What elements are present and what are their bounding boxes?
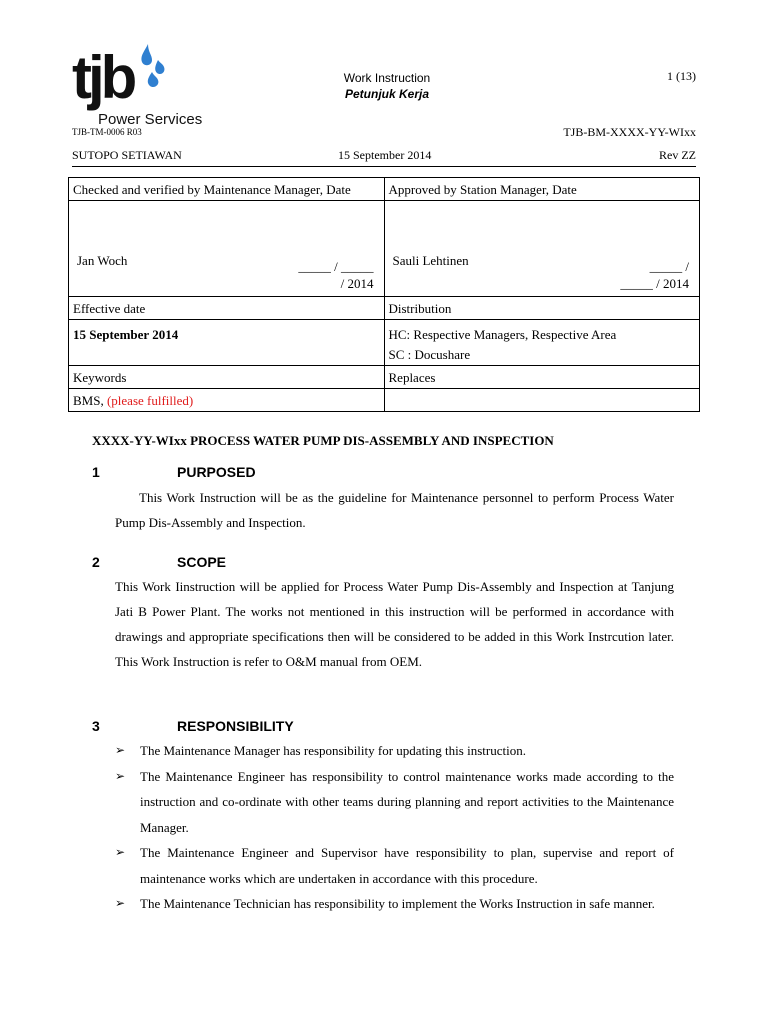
checker-signature-line: _____ / _____ xyxy=(298,259,374,274)
section-heading: PURPOSED xyxy=(177,464,256,480)
distribution-label: Distribution xyxy=(384,297,700,320)
table-row xyxy=(69,366,700,389)
table-row xyxy=(69,389,700,412)
list-item: ➢ The Maintenance Technician has responsibility to implement the Works Instruction in safe manner. xyxy=(115,891,674,917)
checker-signature-year: / 2014 xyxy=(340,276,374,291)
replaces-label: Replaces xyxy=(384,366,700,389)
logo-subtitle: Power Services xyxy=(98,111,203,128)
effective-date-label: Effective date xyxy=(69,297,385,320)
distribution-hc: HC: Respective Managers, Respective Area xyxy=(388,327,617,342)
document-number: TJB-BM-XXXX-YY-WIxx xyxy=(563,125,696,139)
section-heading: SCOPE xyxy=(177,554,227,570)
section-2-text: This Work Iinstruction will be applied for Process Water Pump Dis-Assembly and Inspection at Tanjung Jati B Power Plant. The works not mentioned in this instruction will be performed in accordance with drawings and appropriate specifications then will be considered to be added in this Work Instrcution later. This Work Instruction is refer to O&M manual from OEM. xyxy=(115,579,674,669)
distribution-value xyxy=(384,320,700,366)
section-number: 3 xyxy=(92,718,100,734)
document-type: Work Instruction xyxy=(343,71,431,85)
responsibility-list xyxy=(115,738,674,917)
list-item: ➢ The Maintenance Engineer has responsibility to control maintenance works made according to the instruction and co-ordinate with other teams during planning and report activities to the Maintenance Manager. xyxy=(115,764,674,841)
header-title-block xyxy=(300,70,474,102)
section-number: 2 xyxy=(92,554,100,570)
approver-signature-cell xyxy=(384,201,700,297)
logo-water-drops-icon xyxy=(134,42,174,92)
section-3-heading xyxy=(92,718,392,736)
approver-signature-line: _____ / xyxy=(649,259,689,274)
checker-name: Jan Woch xyxy=(77,253,128,268)
list-item: ➢ The Maintenance Engineer and Supervisor have responsibility to plan, supervise and report of maintenance works which are undertaken in accordance with this procedure. xyxy=(115,840,674,891)
approver-signature-year: _____ / 2014 xyxy=(620,276,689,291)
revision-label: Rev ZZ xyxy=(659,148,696,162)
section-1-heading xyxy=(92,464,392,482)
section-number: 1 xyxy=(92,464,100,480)
section-1-text: This Work Instruction will be as the guideline for Maintenance personnel to perform Process Water Pump Dis-Assembly and Inspection. xyxy=(115,490,674,530)
table-row xyxy=(69,320,700,366)
keywords-value: BMS, (please fulfilled) xyxy=(69,389,385,412)
document-date: 15 September 2014 xyxy=(338,148,432,162)
page-number: 1 (13) xyxy=(667,69,696,83)
list-item: ➢ The Maintenance Manager has responsibility for updating this instruction. xyxy=(115,738,674,764)
approved-by-header: Approved by Station Manager, Date xyxy=(384,178,700,201)
logo-letters: tjb xyxy=(72,44,134,111)
table-row xyxy=(69,178,700,201)
company-logo xyxy=(72,42,222,134)
form-code: TJB-TM-0006 R03 xyxy=(72,127,142,137)
arrow-bullet-icon: ➢ xyxy=(115,768,126,783)
header-meta-row xyxy=(72,148,696,167)
document-title: XXXX-YY-WIxx PROCESS WATER PUMP DIS-ASSEMBLY AND INSPECTION xyxy=(92,433,554,448)
author-name: SUTOPO SETIAWAN xyxy=(72,148,182,162)
checked-by-header: Checked and verified by Maintenance Manager, Date xyxy=(69,178,385,201)
arrow-bullet-icon: ➢ xyxy=(115,743,126,757)
arrow-bullet-icon: ➢ xyxy=(115,896,126,910)
approval-table xyxy=(68,177,700,412)
effective-date-value: 15 September 2014 xyxy=(69,320,385,366)
section-heading: RESPONSIBILITY xyxy=(177,718,294,734)
checker-signature-cell xyxy=(69,201,385,297)
keywords-label: Keywords xyxy=(69,366,385,389)
section-2-heading xyxy=(92,554,392,572)
keywords-note: (please fulfilled) xyxy=(106,393,194,408)
document-type-translation: Petunjuk Kerja xyxy=(344,87,430,101)
arrow-bullet-icon: ➢ xyxy=(115,845,126,859)
replaces-value xyxy=(384,389,700,412)
approver-name: Sauli Lehtinen xyxy=(392,253,469,268)
table-row xyxy=(69,297,700,320)
table-row xyxy=(69,201,700,297)
distribution-sc: SC : Docushare xyxy=(388,347,471,362)
